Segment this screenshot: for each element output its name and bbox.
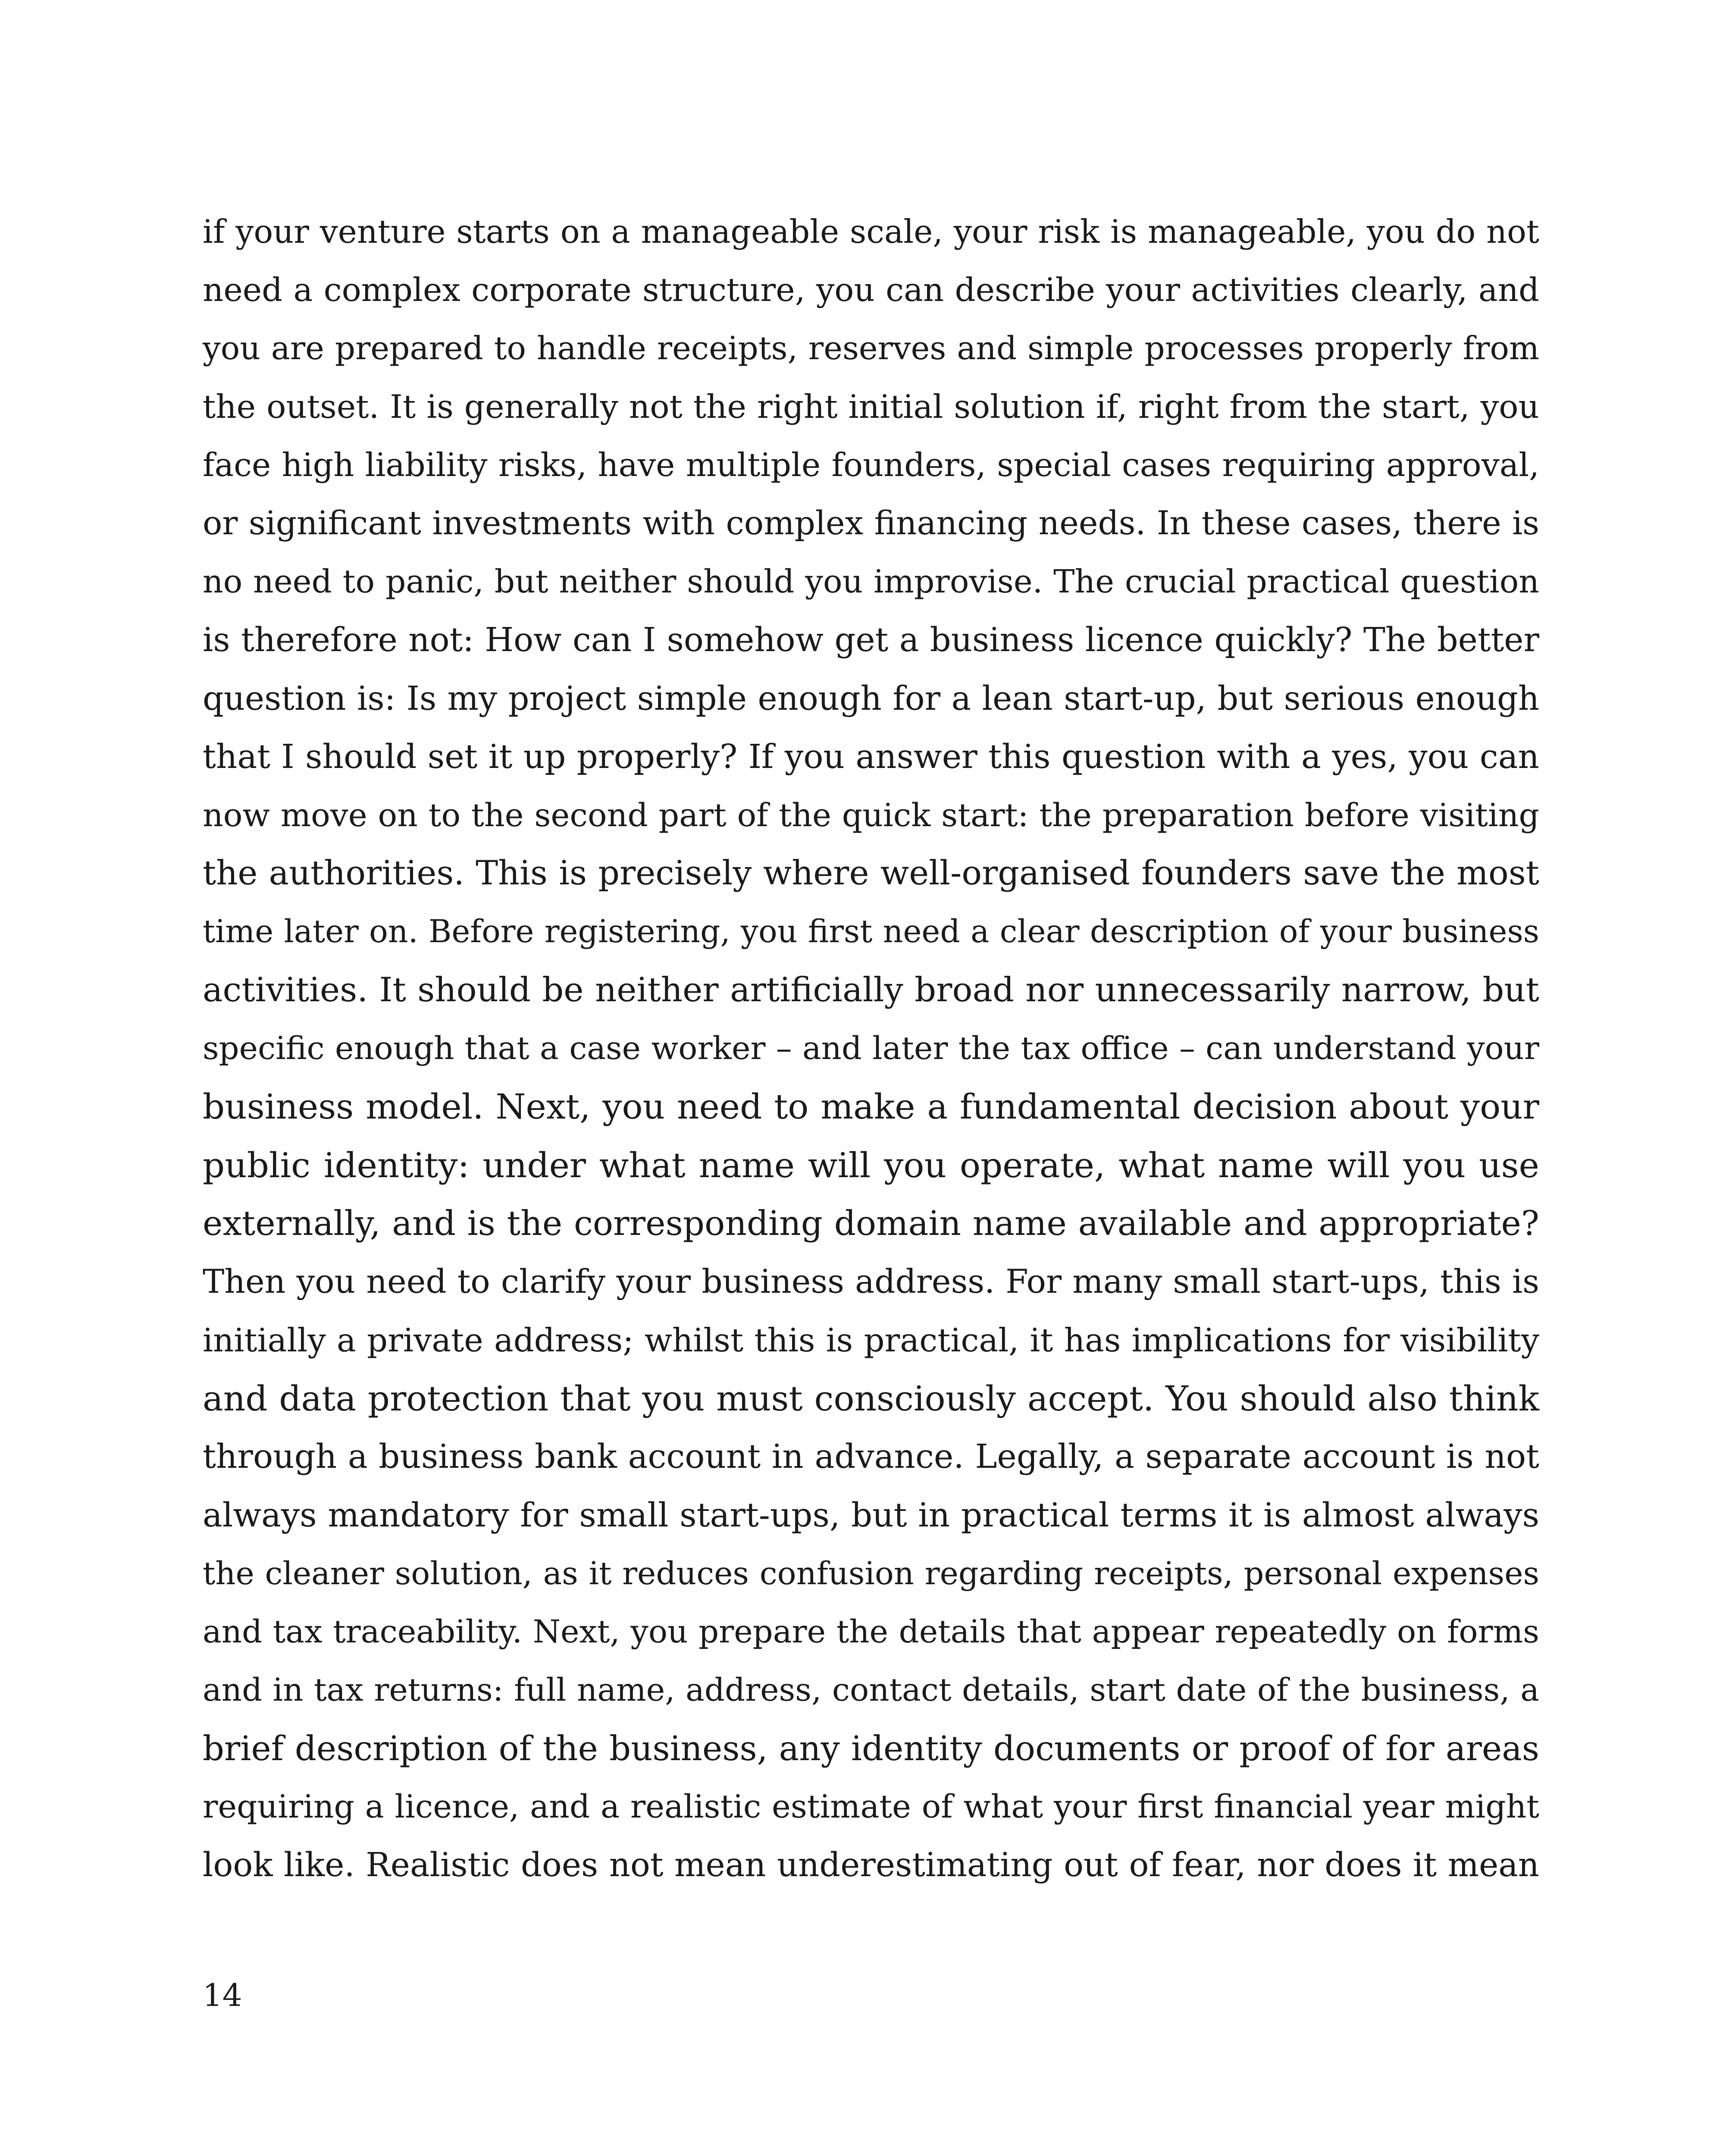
text-line: that I should set it up properly? If you answer this question with a yes, you can	[203, 737, 1539, 776]
text-line: you are prepared to handle receipts, reserves and simple processes properly from	[203, 329, 1539, 367]
text-line: time later on. Before registering, you first need a clear description of your business	[203, 913, 1539, 950]
text-line: the cleaner solution, as it reduces confusion regarding receipts, personal expenses	[203, 1555, 1539, 1592]
text-line: need a complex corporate structure, you can describe your activities clearly, and	[203, 271, 1539, 309]
text-line: public identity: under what name will you operate, what name will you use	[203, 1145, 1539, 1185]
text-line: externally, and is the corresponding domain name available and appropriate?	[203, 1203, 1539, 1244]
text-line: the outset. It is generally not the right initial solution if, right from the start, you	[203, 387, 1539, 426]
text-line: question is: Is my project simple enough for a lean start-up, but serious enough	[203, 679, 1539, 718]
text-line: initially a private address; whilst this is practical, it has implications for visibility	[203, 1321, 1539, 1359]
body-text	[203, 203, 1539, 1895]
text-line: always mandatory for small start-ups, but in practical terms it is almost always	[203, 1496, 1539, 1535]
text-line: through a business bank account in advance. Legally, a separate account is not	[203, 1438, 1539, 1476]
page-number: 14	[203, 1977, 242, 2013]
text-line: and tax traceability. Next, you prepare the details that appear repeatedly on forms	[203, 1614, 1539, 1651]
text-line: and data protection that you must consciously accept. You should also think	[203, 1378, 1539, 1419]
text-line: requiring a licence, and a realistic estimate of what your first financial year might	[203, 1788, 1539, 1826]
text-line: specific enough that a case worker – and later the tax office – can understand your	[203, 1030, 1539, 1067]
text-line: is therefore not: How can I somehow get a business licence quickly? The better	[203, 621, 1539, 660]
text-line: face high liability risks, have multiple founders, special cases requiring approval,	[203, 446, 1539, 484]
text-line: Then you need to clarify your business address. For many small start-ups, this is	[203, 1263, 1539, 1301]
text-line: if your venture starts on a manageable scale, your risk is manageable, you do not	[203, 213, 1539, 251]
text-line: now move on to the second part of the quick start: the preparation before visiting	[203, 796, 1539, 834]
text-line: or significant investments with complex financing needs. In these cases, there is	[203, 504, 1539, 542]
text-line: brief description of the business, any identity documents or proof of for areas	[203, 1729, 1539, 1768]
text-line: business model. Next, you need to make a fundamental decision about your	[203, 1087, 1539, 1127]
text-line: activities. It should be neither artificially broad nor unnecessarily narrow, but	[203, 970, 1539, 1009]
text-line: and in tax returns: full name, address, contact details, start date of the business, a	[203, 1672, 1539, 1709]
text-line: no need to panic, but neither should you improvise. The crucial practical question	[203, 563, 1539, 600]
text-line: the authorities. This is precisely where well-organised founders save the most	[203, 854, 1539, 893]
text-line: look like. Realistic does not mean underestimating out of fear, nor does it mean	[203, 1846, 1539, 1885]
